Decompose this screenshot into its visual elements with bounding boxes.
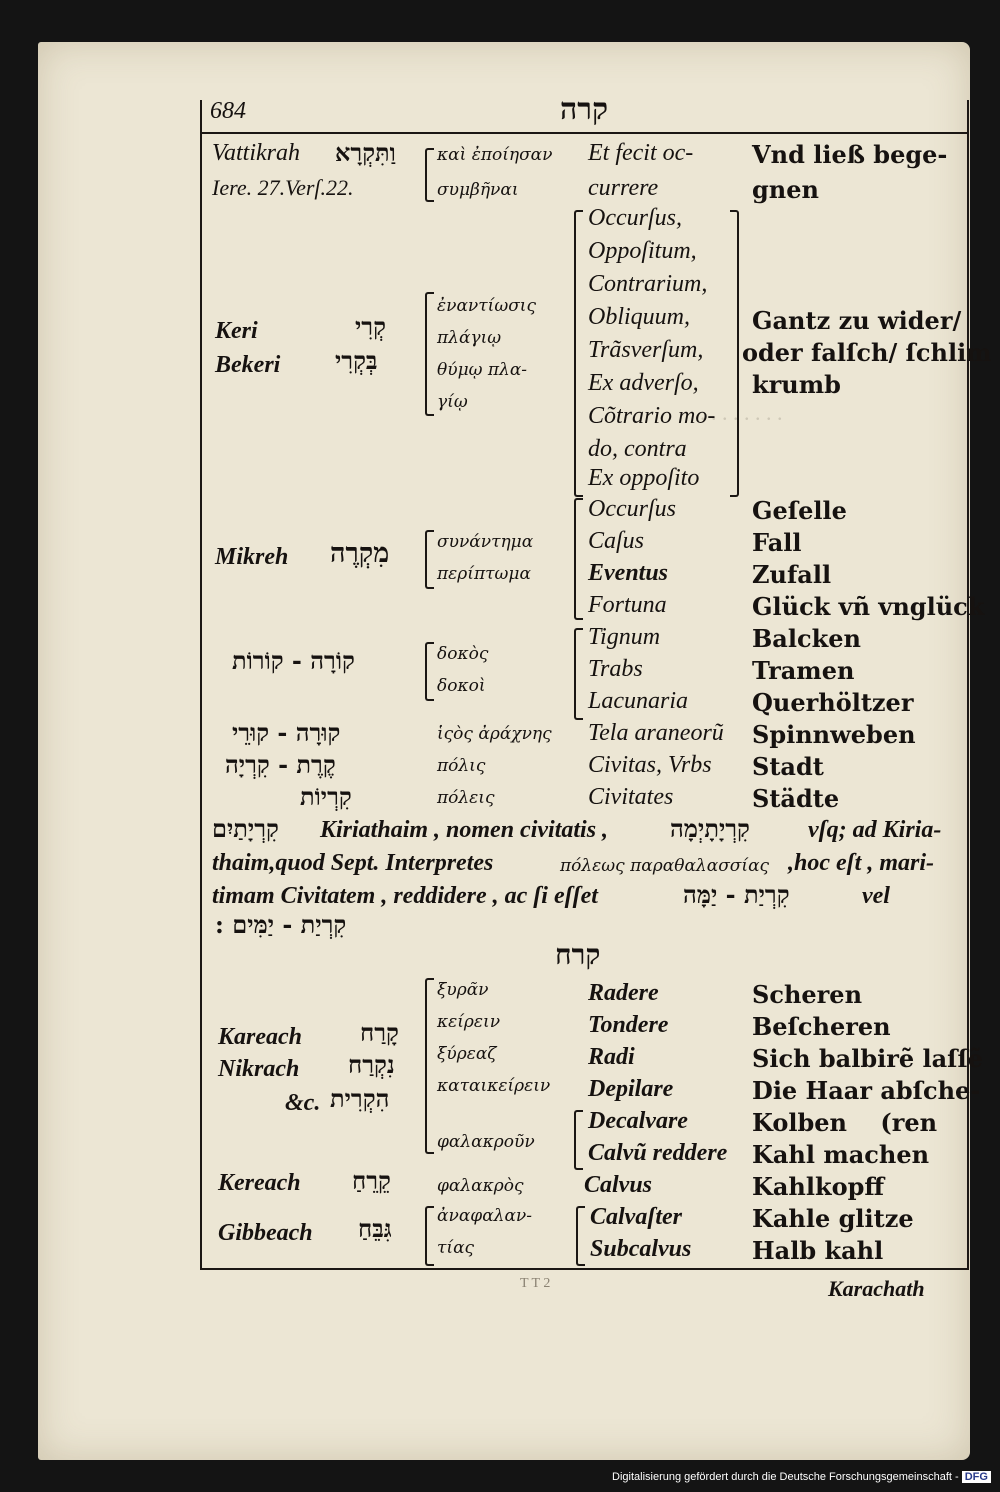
greek-line: θύμῳ πλα- (437, 360, 528, 380)
latin-line: Lacunaria (588, 688, 689, 714)
latin-line: Et fecit oc- (588, 140, 694, 166)
german-line: Scheren (752, 980, 863, 1009)
german-line: Geſelle (752, 496, 847, 525)
brace (574, 1110, 583, 1170)
brace (574, 210, 583, 497)
translit-vattikrah: Vattikrah (212, 140, 300, 166)
german-line: Spinnweben (752, 720, 916, 749)
greek-line: πόλις (437, 756, 486, 776)
latin-line: Obliquum, (588, 304, 690, 330)
paragraph-line: timam Civitatem , reddidere , ac ſi eſſet (212, 883, 598, 909)
latin-line: Cõtrario mo- (588, 403, 716, 429)
latin-line: Decalvare (588, 1108, 688, 1134)
section-heading-hebrew: קרח (555, 938, 601, 971)
german-line: Kolben (ren (752, 1108, 938, 1137)
hebrew-kereach: קֵרֵחַ (352, 1166, 391, 1195)
latin-line: Calvaſter (590, 1204, 682, 1230)
translit-nikrach: Nikrach (218, 1056, 300, 1082)
german-line: Balcken (752, 624, 861, 653)
catchword: Karachath (828, 1276, 925, 1301)
running-head-hebrew: קרה (560, 92, 609, 127)
greek-line: συνάντημα (437, 532, 534, 552)
hebrew-bekeri: בְּקְרִי (335, 346, 378, 375)
hebrew-kiryot: קִרְיוֹת (300, 782, 352, 811)
latin-line: Calvus (584, 1172, 653, 1198)
greek-line: γίῳ (437, 392, 468, 412)
greek-line: φαλακροῦν (437, 1132, 535, 1152)
hebrew-kiryah: קֶרֶת - קִרְיָה (225, 750, 336, 779)
brace (576, 1206, 585, 1266)
brace (425, 292, 434, 416)
german-line: Vnd ließ bege- (752, 140, 948, 169)
german-line: Kahle glitze (752, 1204, 914, 1233)
latin-line: Tela araneorũ (588, 720, 724, 746)
latin-line: Radere (588, 980, 659, 1006)
brace (574, 498, 583, 620)
latin-line: do, contra (588, 436, 687, 462)
paragraph-line: thaim,quod Sept. Interpretes (212, 850, 494, 876)
greek-line: ξυρᾶν (437, 980, 489, 1000)
german-line: Gantz zu wider/ (752, 306, 962, 335)
latin-line: Calvũ reddere (588, 1140, 728, 1166)
translit-kereach: Kereach (218, 1170, 301, 1196)
greek-line: κείρειν (437, 1012, 501, 1032)
german-line: Stadt (752, 752, 824, 781)
digitization-credit (612, 1471, 991, 1483)
brace (425, 530, 434, 589)
latin-line: Fortuna (588, 592, 667, 618)
hebrew-nikrach: נִקְרַח (348, 1050, 395, 1079)
brace (425, 1206, 434, 1266)
translit-etc: &c. (285, 1090, 321, 1116)
greek-line: πόλεις (437, 788, 495, 808)
paragraph-line: ,hoc eſt , mari- (788, 850, 934, 876)
bleed-through-text: . . . . . . . . (700, 400, 783, 425)
paragraph-hebrew: קִרְיָתָיְמָה (670, 814, 750, 843)
german-line: Halb kahl (752, 1236, 884, 1265)
latin-line: Oppoſitum, (588, 238, 697, 264)
page-number: 684 (210, 98, 246, 124)
german-line: gnen (752, 175, 819, 204)
latin-line: Depilare (588, 1076, 674, 1102)
latin-line: Occurſus (588, 496, 676, 522)
paragraph-line: vſq; ad Kiria- (808, 817, 942, 843)
german-line: Kahl machen (752, 1140, 930, 1169)
hebrew-kurim: קוּרָה - קוּרֵי (232, 718, 341, 747)
german-line: Kahlkopff (752, 1172, 885, 1201)
greek-line: ἀναφαλαν- (437, 1206, 533, 1226)
latin-line: Radi (588, 1044, 635, 1070)
hebrew-korah: קוֹרָה - קוֹרוֹת (232, 646, 355, 675)
latin-line: Civitates (588, 784, 674, 810)
german-line: Sich balbirẽ laſſẽ (752, 1044, 984, 1073)
paragraph-line: Kiriathaim , nomen civitatis , (320, 817, 609, 843)
paragraph-hebrew: קִרְיַת - יַמִּים : (215, 910, 347, 939)
greek-line: δοκὸς (437, 644, 489, 664)
brace (425, 148, 434, 202)
latin-line: Caſus (588, 528, 645, 554)
hebrew-mikreh: מִקְרֶה (330, 538, 390, 569)
latin-line: Eventus (588, 560, 669, 586)
hebrew-kareach: קָרַח (360, 1018, 399, 1047)
greek-line: περίπτωμα (437, 564, 531, 584)
latin-line: Civitas, Vrbs (588, 752, 712, 778)
greek-line: ἱςὸς ἀράχνης (437, 724, 552, 744)
latin-line: Occurſus, (588, 205, 682, 231)
greek-line: τίας (437, 1238, 475, 1258)
german-line: krumb (752, 370, 841, 399)
bottom-rule (200, 1268, 967, 1270)
latin-line: currere (588, 175, 659, 201)
german-line: Fall (752, 528, 802, 557)
german-line: Beſcheren (752, 1012, 891, 1041)
greek-line: πλάγιῳ (437, 328, 502, 348)
latin-line: Ex adverſo, (588, 370, 699, 396)
latin-line: Contrarium, (588, 271, 708, 297)
german-line: Tramen (752, 656, 855, 685)
brace (730, 210, 739, 497)
signature-mark: T T 2 (520, 1276, 551, 1291)
translit-keri: Keri (215, 318, 258, 344)
greek-line: φαλακρὸς (437, 1176, 524, 1196)
brace (425, 978, 434, 1154)
greek-line: ξύρεαζ (437, 1044, 497, 1064)
latin-line: Ex oppoſito (588, 465, 700, 491)
brace (425, 642, 434, 701)
paragraph-line: vel (862, 883, 890, 909)
greek-line: καὶ ἐποίησαν (437, 145, 553, 165)
latin-line: Tondere (588, 1012, 669, 1038)
credit-text: Digitalisierung gefördert durch die Deutsche Forschungsgemeinschaft - (612, 1471, 959, 1483)
latin-line: Trãsverſum, (588, 337, 704, 363)
greek-line: δοκοὶ (437, 676, 486, 696)
latin-line: Subcalvus (590, 1236, 692, 1262)
greek-line: ἐναντίωσις (437, 296, 536, 316)
reference-jer: Iere. 27.Verſ.22. (212, 175, 354, 200)
latin-line: Trabs (588, 656, 643, 682)
greek-line: συμβῆναι (437, 180, 519, 200)
hebrew-hikrit: הִקְרִית (330, 1084, 390, 1113)
translit-kareach: Kareach (218, 1024, 302, 1050)
german-line: Städte (752, 784, 840, 813)
german-line: Glück vñ vnglück (752, 592, 985, 621)
paragraph-hebrew: קִרְיַת - יַמָּה (683, 880, 790, 909)
hebrew-vattikrah: וַתִּקְרָא (335, 138, 396, 167)
brace (574, 628, 583, 720)
german-line: oder falſch/ ſchlim (742, 338, 992, 367)
greek-line: καταικείρειν (437, 1076, 551, 1096)
translit-bekeri: Bekeri (215, 352, 281, 378)
latin-line: Tignum (588, 624, 661, 650)
paragraph-hebrew: קִרְיָתַיִם (212, 814, 279, 843)
german-line: Querhöltzer (752, 688, 914, 717)
translit-mikreh: Mikreh (215, 544, 289, 570)
paragraph-greek: πόλεως παραθαλασσίας (560, 856, 770, 876)
hebrew-gibbeach: גִּבֵּחַ (358, 1214, 392, 1243)
dfg-logo: DFG (962, 1471, 991, 1483)
german-line: Die Haar abſche- (752, 1076, 981, 1105)
german-line: Zufall (752, 560, 832, 589)
translit-gibbeach: Gibbeach (218, 1220, 313, 1246)
hebrew-keri: קְרִי (355, 312, 386, 341)
